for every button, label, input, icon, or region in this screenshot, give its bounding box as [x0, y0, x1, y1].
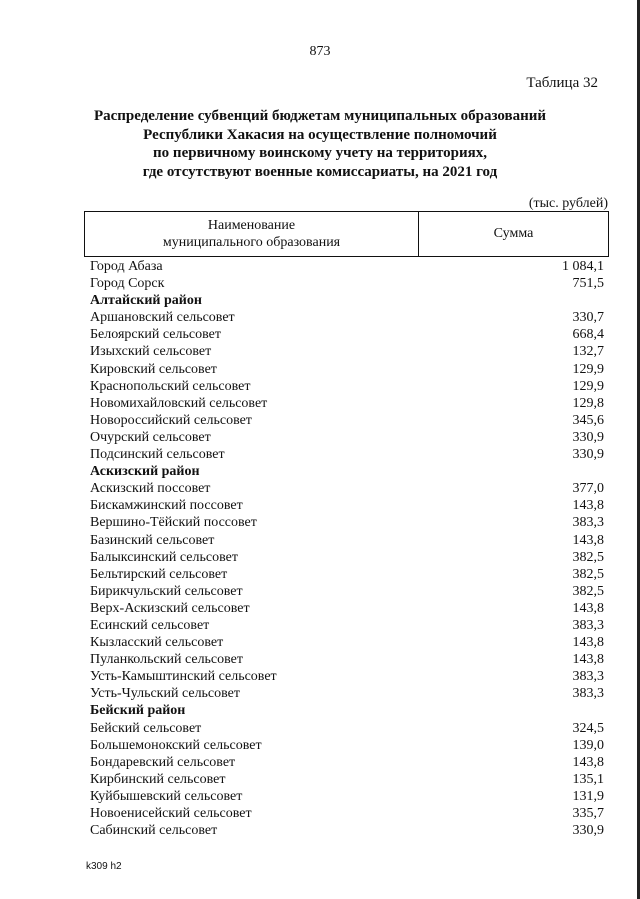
row-name: Алтайский район: [90, 293, 202, 309]
row-value: 335,7: [572, 806, 604, 821]
row-value: 143,8: [572, 635, 604, 651]
row-name: Есинский сельсовет: [90, 617, 210, 633]
table-row: [90, 600, 604, 617]
row-value: 143,8: [572, 600, 604, 616]
title-line: где отсутствуют военные комиссариаты, на 2021 год: [142, 163, 498, 180]
table-section-row: [90, 292, 604, 309]
row-value: 143,8: [572, 532, 604, 548]
units-label: (тыс. рублей): [528, 196, 608, 211]
table-row: [90, 343, 604, 360]
table-row: [90, 326, 604, 343]
table-title: [60, 107, 580, 181]
table-row: [90, 275, 604, 292]
row-value: 324,5: [572, 720, 604, 736]
title-line: Республики Хакасия на осуществление полномочий: [143, 126, 497, 143]
table-row: [90, 822, 604, 839]
table-row: [90, 617, 604, 634]
row-name: Новороссийский сельсовет: [90, 412, 252, 428]
row-value: 143,8: [572, 498, 604, 514]
row-name: Кирбинский сельсовет: [90, 771, 226, 787]
row-value: 383,3: [572, 617, 604, 633]
row-value: 143,8: [572, 652, 604, 668]
row-name: Бондаревский сельсовет: [90, 754, 236, 770]
row-name: Бельтирский сельсовет: [90, 566, 228, 582]
table-row: [90, 634, 604, 651]
row-name: Аршановский сельсовет: [90, 310, 235, 326]
column-header-sum-label: Сумма: [493, 226, 534, 241]
table-row: [90, 480, 604, 497]
table-row: [90, 361, 604, 378]
row-name: Бейский район: [90, 703, 186, 719]
row-value: 330,9: [572, 447, 604, 463]
table-row: [90, 583, 604, 600]
row-name: Большемонокский сельсовет: [90, 737, 262, 753]
row-name: Вершино-Тёйский поссовет: [90, 515, 257, 531]
table-row: [90, 754, 604, 771]
table-row: [90, 549, 604, 566]
row-value: 132,7: [572, 344, 604, 360]
row-name: Кировский сельсовет: [90, 361, 217, 377]
table-row: [90, 378, 604, 395]
table-row: [90, 258, 604, 275]
row-name: Изыхский сельсовет: [90, 344, 212, 360]
row-name: Балыксинский сельсовет: [90, 549, 238, 565]
row-name: Краснопольский сельсовет: [90, 378, 251, 394]
column-header-name-line1: Наименование: [207, 218, 296, 233]
row-value: 139,0: [572, 737, 604, 753]
row-name: Аскизский район: [90, 464, 200, 480]
row-name: Куйбышевский сельсовет: [90, 788, 243, 804]
row-name: Бейский сельсовет: [90, 720, 202, 736]
row-name: Пуланкольский сельсовет: [90, 652, 244, 668]
table-row: [90, 651, 604, 668]
row-name: Сабинский сельсовет: [90, 823, 218, 839]
row-name: Усть-Камыштинский сельсовет: [90, 669, 277, 685]
row-value: 129,8: [572, 395, 604, 411]
column-header-name: [85, 212, 419, 256]
column-header-sum: [419, 212, 608, 256]
row-name: Город Абаза: [90, 259, 163, 274]
row-value: 143,8: [572, 754, 604, 770]
row-value: 382,5: [572, 549, 604, 565]
row-value: 345,6: [572, 412, 604, 428]
table-body: [90, 258, 604, 839]
table-row: [90, 497, 604, 514]
row-value: 382,5: [572, 566, 604, 582]
table-row: [90, 514, 604, 531]
title-line: по первичному воинскому учету на территориях,: [153, 145, 487, 161]
column-header-name-line2: муниципального образования: [162, 235, 341, 250]
row-value: 330,9: [572, 823, 604, 839]
table-row: [90, 566, 604, 583]
row-value: 135,1: [572, 771, 604, 787]
table-row: [90, 395, 604, 412]
row-value: 377,0: [572, 481, 604, 497]
table-header: [84, 211, 609, 257]
table-label: Таблица 32: [526, 75, 598, 91]
row-value: 330,9: [572, 429, 604, 445]
table-row: [90, 446, 604, 463]
table-row: [90, 685, 604, 702]
table-row: [90, 720, 604, 737]
table-row: [90, 429, 604, 446]
row-value: 383,3: [572, 669, 604, 685]
row-name: Бирикчульский сельсовет: [90, 583, 243, 599]
row-value: 751,5: [572, 276, 604, 292]
table-row: [90, 412, 604, 429]
row-name: Усть-Чульский сельсовет: [90, 686, 241, 702]
row-value: 131,9: [572, 788, 604, 804]
table-row: [90, 805, 604, 822]
table-row: [90, 668, 604, 685]
row-name: Новомихайловский сельсовет: [90, 395, 268, 411]
row-name: Новоенисейский сельсовет: [90, 806, 252, 821]
row-value: 668,4: [572, 327, 604, 343]
row-value: 382,5: [572, 583, 604, 599]
table-row: [90, 788, 604, 805]
row-value: 383,3: [572, 686, 604, 702]
row-name: Кызласский сельсовет: [90, 635, 224, 651]
table-section-row: [90, 463, 604, 480]
row-name: Белоярский сельсовет: [90, 327, 221, 343]
row-name: Бискамжинский поссовет: [90, 498, 243, 514]
table-row: [90, 532, 604, 549]
row-value: 1 084,1: [562, 259, 604, 274]
table-row: [90, 737, 604, 754]
title-line: Распределение субвенций бюджетам муниципальных образований: [93, 108, 547, 124]
row-value: 129,9: [572, 378, 604, 394]
footer-code: k309 h2: [86, 861, 122, 872]
row-name: Очурский сельсовет: [90, 429, 211, 445]
row-value: 383,3: [572, 515, 604, 531]
row-name: Город Сорск: [90, 276, 165, 292]
table-row: [90, 309, 604, 326]
row-name: Верх-Аскизский сельсовет: [90, 600, 250, 616]
row-name: Базинский сельсовет: [90, 532, 215, 548]
row-value: 330,7: [572, 310, 604, 326]
row-name: Подсинский сельсовет: [90, 447, 225, 463]
row-name: Аскизский поссовет: [90, 481, 211, 497]
table-row: [90, 771, 604, 788]
page-number: 873: [309, 44, 331, 59]
table-section-row: [90, 702, 604, 719]
row-value: 129,9: [572, 361, 604, 377]
